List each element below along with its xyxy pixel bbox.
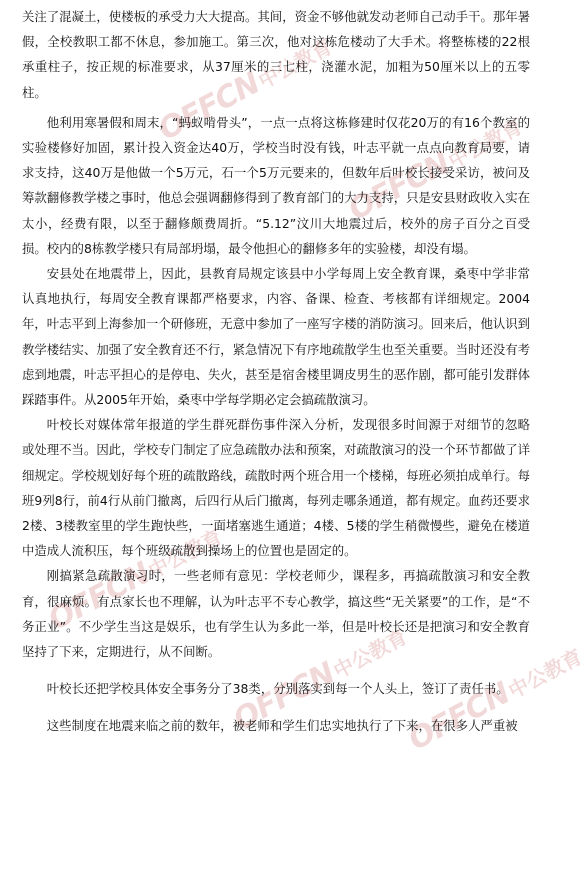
watermark-logo-text: 中公教育 [144,524,227,584]
watermark-logo-text: 中公教育 [444,114,527,174]
watermark-logo-mark: OFFCN [42,555,156,638]
watermark-logo-text: 中公教育 [254,34,337,94]
watermark-logo-text: 中公教育 [504,644,587,704]
paragraph: 他利用寒暑假和周末，“蚂蚁啃骨头”，一点一点将这栋修建时仅花20万的有16个教室的实验楼修好加固，累计投入资金达40万，学校当时没有钱，叶志平就一点点向教育局要，请求支持，这40万是他做一个5万元，石一个5万元要来的，但数年后叶校长接受采访，被问及筹款翻修教学楼之事时，他总会强调翻修得到了教育部门的大力支持，只是安县财政收入实在太小，经费有限，以至于翻修颇费周折。“5.12”汶川大地震过后，校外的房子百分之百受损。校内的8栋教学楼只有局部坍塌，最令他担心的翻修多年的实验楼，却没有塌。 [22,114,531,256]
watermark-logo-mark: OFFCN [227,655,341,738]
paragraph: 叶校长对媒体常年报道的学生群死群伤事件深入分析，发现很多时间源于对细节的忽略或处理不当。因此，学校专门制定了应急疏散办法和预案，对疏散演习的没一个环节都做了详细规定。学校规划好每个班的疏散路线，疏散时两个班合用一个楼梯，每班必须拍成单行。每班9列8行，前4行从前门撤离，后四行从后门撤离，每列走哪条通道，都有规定。血药还要求2楼、3楼教室里的学生跑快些，一面堵塞逃生通道；4楼、5楼的学生稍微慢些，避免在楼道中造成人流积压，每个班级疏散到操场上的位置也是固定的。 [22,417,531,559]
paragraph: 这些制度在地震来临之前的数年，被老师和学生们忠实地执行了下来，在很多人严重被 [46,718,518,734]
paragraph: 安县处在地震带上，因此，县教育局规定该县中小学每周上安全教育课，桑枣中学非常认真地执行，每周安全教育课都严格要求，内容、备课、检查、考核都有详细规定。2004年，叶志平到上海参加一个研修班，无意中参加了一座写字楼的消防演习。回来后，他认识到教学楼结实、加强了安全教育还不行，紧急情况下有序地疏散学生也至关重要。当时还没有考虑到地震，叶志平担心的是停电、失火，甚至是宿舍楼里调皮男生的恶作剧，都可能引发群体踩踏事件。从2005年开始，桑枣中学每学期必定会搞疏散演习。 [22,266,531,408]
paragraph: 刚搞紧急疏散演习时，一些老师有意见：学校老师少，课程多，再搞疏散演习和安全教育，很麻烦。有点家长也不理解，认为叶志平不专心教学，搞这些“无关紧要”的工作，是“不务正业”。不少学生当这是娱乐，也有学生认为多此一举，但是叶校长还是把演习和安全教育坚持了下来，定期进行，从不间断。 [22,568,530,660]
watermark-logo-mark: OFFCN [402,675,516,758]
watermark-logo-mark: OFFCN [342,145,456,228]
paragraph: 关注了混凝土，使楼板的承受力大大提高。其间，资金不够他就发动老师自己动手干。那年暑假，全校教职工都不休息，参加施工。第三次，他对这栋危楼动了大手术。将整栋楼的22根承重柱子，按正规的标准要求，从37厘米的三七柱，浇灌水泥，加粗为50厘米以上的五零柱。 [22,9,531,100]
paragraph: 叶校长还把学校具体安全事务分了38类，分别落实到每一个人头上，签订了责任书。 [46,681,509,697]
watermark-logo-text: 中公教育 [329,624,412,684]
article-body [22,4,530,739]
watermark-logo-mark: OFFCN [152,65,266,148]
